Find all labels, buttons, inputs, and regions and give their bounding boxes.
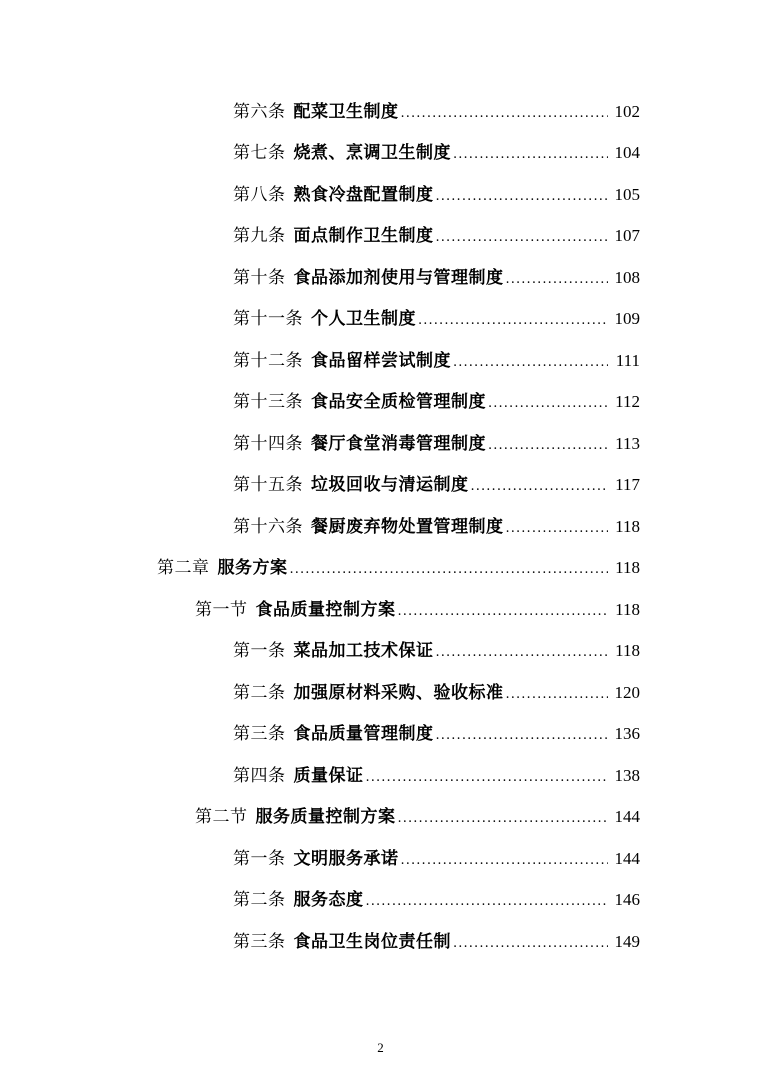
toc-entry-page: 136 — [614, 724, 640, 743]
toc-entry-page: 120 — [614, 683, 640, 702]
toc-leader-dots — [436, 225, 609, 247]
toc-chapter-entry[interactable] — [157, 553, 640, 579]
toc-entry-page: 144 — [614, 849, 640, 868]
toc-entry[interactable] — [233, 346, 640, 372]
toc-leader-dots — [398, 806, 609, 828]
toc-entry-title: 配菜卫生制度 — [293, 102, 399, 122]
toc-entry-title: 个人卫生制度 — [311, 309, 416, 329]
toc-entry-label: 第一节 — [195, 600, 248, 620]
toc-entry-title: 文明服务承诺 — [293, 849, 399, 869]
toc-entry-page: 105 — [614, 185, 640, 204]
toc-entry-page: 108 — [614, 268, 640, 287]
toc-leader-dots — [418, 308, 608, 330]
toc-leader-dots — [506, 682, 609, 704]
toc-leader-dots — [366, 765, 609, 787]
toc-entry-title: 熟食冷盘配置制度 — [293, 185, 434, 205]
toc-entry-page: 118 — [615, 641, 640, 660]
toc-entry-label: 第十四条 — [233, 434, 303, 454]
toc-entry[interactable] — [233, 470, 640, 496]
toc-entry-label: 第十二条 — [233, 351, 303, 371]
toc-entry-page: 146 — [614, 890, 640, 909]
toc-entry[interactable] — [233, 927, 640, 953]
toc-entry[interactable] — [233, 844, 640, 870]
toc-entry-label: 第三条 — [233, 932, 286, 952]
toc-entry-title: 餐厨废弃物处置管理制度 — [311, 517, 504, 537]
toc-entry-label: 第四条 — [233, 766, 286, 786]
toc-leader-dots — [398, 599, 609, 621]
toc-leader-dots — [366, 889, 609, 911]
toc-entry-title: 质量保证 — [293, 766, 364, 786]
toc-entry-label: 第二节 — [195, 807, 248, 827]
toc-section-entry[interactable] — [195, 595, 640, 621]
toc-entry-label: 第十六条 — [233, 517, 303, 537]
toc-entry-title: 面点制作卫生制度 — [293, 226, 434, 246]
toc-entry-page: 117 — [615, 475, 640, 494]
toc-entry[interactable] — [233, 221, 640, 247]
toc-entry-title: 食品安全质检管理制度 — [311, 392, 486, 412]
toc-entry-page: 138 — [614, 766, 640, 785]
toc-entry-title: 服务态度 — [293, 890, 364, 910]
toc-leader-dots — [453, 931, 608, 953]
toc-entry-title: 加强原材料采购、验收标准 — [293, 683, 504, 703]
toc-entry-label: 第二条 — [233, 683, 286, 703]
toc-entry-label: 第八条 — [233, 185, 286, 205]
toc-leader-dots — [436, 184, 609, 206]
toc-entry[interactable] — [233, 263, 640, 289]
toc-entry-page: 111 — [615, 351, 640, 370]
page-number: 2 — [377, 1040, 384, 1055]
toc-leader-dots — [453, 142, 608, 164]
toc-entry-label: 第六条 — [233, 102, 286, 122]
toc-leader-dots — [488, 433, 608, 455]
toc-leader-dots — [401, 101, 609, 123]
toc-entry-label: 第二章 — [157, 558, 210, 578]
toc-entry-page: 102 — [614, 102, 640, 121]
toc-leader-dots — [436, 640, 609, 662]
toc-entry-page: 149 — [614, 932, 640, 951]
toc-entry[interactable] — [233, 885, 640, 911]
toc-entry[interactable] — [233, 719, 640, 745]
toc-entry[interactable] — [233, 512, 640, 538]
toc-entry-title: 垃圾回收与清运制度 — [311, 475, 469, 495]
toc-entry-title: 食品质量控制方案 — [255, 600, 396, 620]
toc-leader-dots — [506, 267, 609, 289]
toc-leader-dots — [401, 848, 609, 870]
toc-entry-title: 服务方案 — [217, 558, 288, 578]
toc-entry-page: 109 — [614, 309, 640, 328]
toc-entry-title: 菜品加工技术保证 — [293, 641, 434, 661]
toc-entry-label: 第十三条 — [233, 392, 303, 412]
toc-section-entry[interactable] — [195, 802, 640, 828]
toc-entry-title: 烧煮、烹调卫生制度 — [293, 143, 451, 163]
toc-entry-title: 服务质量控制方案 — [255, 807, 396, 827]
toc-entry-label: 第三条 — [233, 724, 286, 744]
toc-entry[interactable] — [233, 138, 640, 164]
toc-entry[interactable] — [233, 761, 640, 787]
toc-entry-page: 107 — [614, 226, 640, 245]
toc-entry-title: 食品质量管理制度 — [293, 724, 434, 744]
toc-entry-page: 104 — [614, 143, 640, 162]
toc-entry-page: 118 — [615, 558, 640, 577]
toc-entry[interactable] — [233, 304, 640, 330]
toc-leader-dots — [506, 516, 609, 538]
toc-entry[interactable] — [233, 180, 640, 206]
toc-entry-page: 113 — [615, 434, 640, 453]
toc-entry-label: 第九条 — [233, 226, 286, 246]
toc-leader-dots — [471, 474, 609, 496]
toc-entry-title: 餐厅食堂消毒管理制度 — [311, 434, 486, 454]
toc-entry[interactable] — [233, 678, 640, 704]
toc-entry-label: 第十条 — [233, 268, 286, 288]
toc-entry-title: 食品添加剂使用与管理制度 — [293, 268, 504, 288]
toc-leader-dots — [488, 391, 608, 413]
toc-entry-title: 食品留样尝试制度 — [311, 351, 451, 371]
toc-entry-page: 118 — [615, 517, 640, 536]
toc-entry-label: 第十一条 — [233, 309, 303, 329]
toc-entry[interactable] — [233, 97, 640, 123]
toc-leader-dots — [290, 557, 609, 579]
toc-entry-label: 第十五条 — [233, 475, 303, 495]
toc-leader-dots — [453, 350, 608, 372]
toc-entry[interactable] — [233, 636, 640, 662]
toc-entry[interactable] — [233, 429, 640, 455]
toc-leader-dots — [436, 723, 609, 745]
toc-entry[interactable] — [233, 387, 640, 413]
toc-entry-page: 112 — [615, 392, 640, 411]
toc-entry-label: 第二条 — [233, 890, 286, 910]
toc-entry-page: 144 — [614, 807, 640, 826]
toc-entry-title: 食品卫生岗位责任制 — [293, 932, 451, 952]
toc-entry-label: 第一条 — [233, 849, 286, 869]
toc-entry-label: 第一条 — [233, 641, 286, 661]
toc-entry-page: 118 — [615, 600, 640, 619]
toc-entry-label: 第七条 — [233, 143, 286, 163]
